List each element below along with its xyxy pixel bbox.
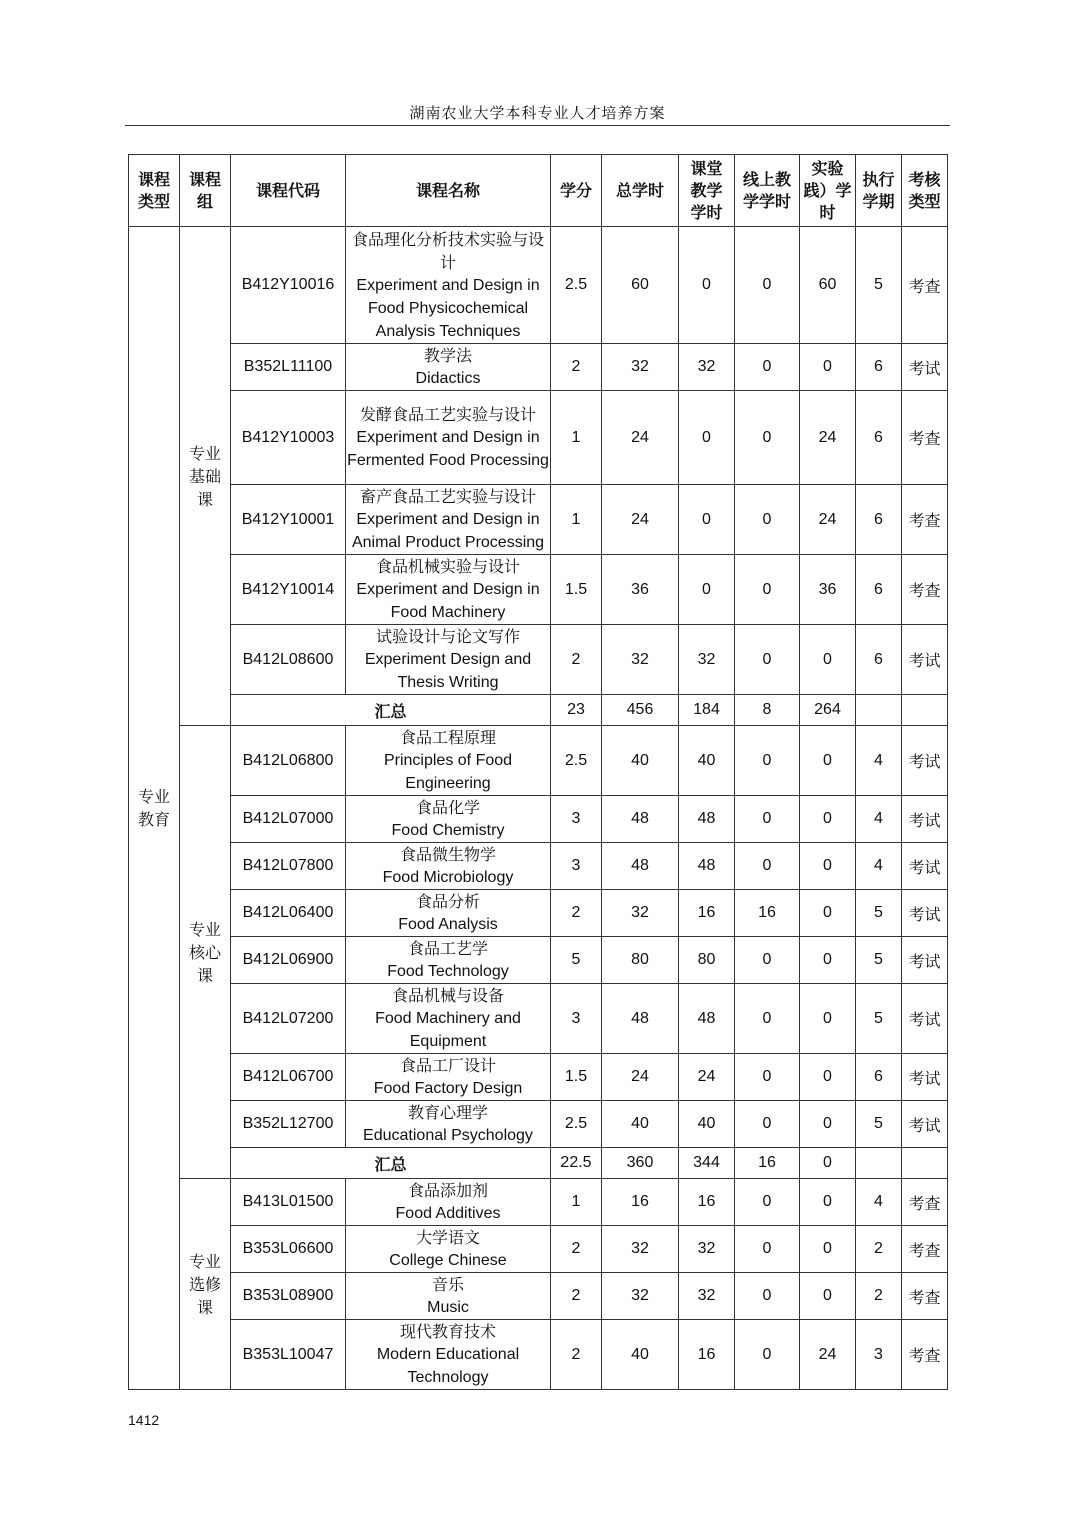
course-code: B412Y10003 [231, 391, 346, 485]
course-total-hours: 60 [602, 227, 679, 344]
course-name [346, 796, 551, 843]
subtotal-practice-hours: 0 [800, 1148, 856, 1179]
course-name [346, 344, 551, 391]
course-practice-hours: 0 [800, 1273, 856, 1320]
course-category-cell: 专业 教育 [129, 227, 180, 1390]
table-row [129, 796, 948, 843]
course-name [346, 984, 551, 1054]
course-name [346, 1179, 551, 1226]
course-online-hours: 0 [735, 1054, 800, 1101]
course-total-hours: 16 [602, 1179, 679, 1226]
course-total-hours: 36 [602, 555, 679, 625]
course-name [346, 391, 551, 485]
table-row [129, 1273, 948, 1320]
page-header-title: 湖南农业大学本科专业人才培养方案 [409, 104, 666, 122]
course-exam-type: 考查 [902, 1273, 948, 1320]
course-total-hours: 40 [602, 1320, 679, 1390]
header-text: 课程名称 [415, 180, 480, 200]
course-code: B412L06400 [231, 890, 346, 937]
course-credit: 3 [551, 843, 602, 890]
subtotal-credit: 22.5 [551, 1148, 602, 1179]
course-name-en: Educational Psychology [363, 1127, 533, 1144]
course-online-hours: 0 [735, 555, 800, 625]
course-semester: 4 [856, 726, 902, 796]
header-text: 考核 类型 [908, 169, 941, 211]
course-credit: 1.5 [551, 1054, 602, 1101]
subtotal-total-hours: 456 [602, 695, 679, 726]
course-credit: 2 [551, 1226, 602, 1273]
course-semester: 6 [856, 1054, 902, 1101]
course-name-en: Food Chemistry [391, 822, 505, 839]
course-practice-hours: 0 [800, 726, 856, 796]
table-row [129, 937, 948, 984]
course-practice-hours: 0 [800, 1226, 856, 1273]
header-total-hours [602, 155, 679, 227]
course-name [346, 1054, 551, 1101]
course-practice-hours: 60 [800, 227, 856, 344]
course-online-hours: 0 [735, 984, 800, 1054]
course-name-cn: 畜产食品工艺实验与设计 [359, 487, 536, 506]
subtotal-row [129, 1148, 948, 1179]
course-online-hours: 0 [735, 391, 800, 485]
course-total-hours: 32 [602, 625, 679, 695]
course-class-hours: 40 [679, 726, 735, 796]
subtotal-exam-empty [902, 695, 948, 726]
header-exam-type [902, 155, 948, 227]
subtotal-semester-empty [856, 695, 902, 726]
course-code: B412L06800 [231, 726, 346, 796]
subtotal-semester-empty [856, 1148, 902, 1179]
course-online-hours: 0 [735, 937, 800, 984]
course-semester: 5 [856, 937, 902, 984]
course-online-hours: 0 [735, 843, 800, 890]
course-name-cn: 发酵食品工艺实验与设计 [359, 405, 536, 424]
course-name-en: Experiment Design and Thesis Writing [364, 651, 532, 691]
course-name [346, 485, 551, 555]
course-exam-type: 考试 [902, 625, 948, 695]
course-name-en: Food Machinery and Equipment [375, 1010, 521, 1050]
course-code: B412L06700 [231, 1054, 346, 1101]
course-group-cell: 专业 基础 课 [180, 227, 231, 726]
course-online-hours: 0 [735, 726, 800, 796]
table-row [129, 625, 948, 695]
course-name-cn: 食品理化分析技术实验与设计 [351, 229, 544, 272]
course-name-cn: 食品化学 [415, 798, 480, 817]
course-exam-type: 考试 [902, 843, 948, 890]
course-code: B412L06900 [231, 937, 346, 984]
course-practice-hours: 24 [800, 485, 856, 555]
course-class-hours: 48 [679, 984, 735, 1054]
course-credit: 2.5 [551, 726, 602, 796]
course-credit: 2 [551, 1273, 602, 1320]
course-semester: 5 [856, 984, 902, 1054]
page-number: 1412 [128, 1412, 160, 1428]
course-practice-hours: 0 [800, 1054, 856, 1101]
table-row [129, 391, 948, 485]
course-name-en: Food Technology [387, 963, 509, 980]
course-semester: 5 [856, 1101, 902, 1148]
course-class-hours: 32 [679, 344, 735, 391]
course-exam-type: 考试 [902, 344, 948, 391]
header-online-hours [735, 155, 800, 227]
course-name-en: Modern Educational Technology [376, 1346, 520, 1386]
course-code: B353L08900 [231, 1273, 346, 1320]
course-name-cn: 食品机械与设备 [391, 986, 504, 1005]
table-row [129, 1054, 948, 1101]
course-practice-hours: 0 [800, 625, 856, 695]
course-name-cn: 大学语文 [415, 1228, 480, 1247]
course-online-hours: 0 [735, 1101, 800, 1148]
course-name-en: Experiment and Design in Food Machinery [356, 581, 540, 621]
subtotal-row [129, 695, 948, 726]
header-text: 课程 类型 [137, 169, 170, 211]
course-code: B412Y10001 [231, 485, 346, 555]
course-code: B352L12700 [231, 1101, 346, 1148]
table-row [129, 227, 948, 344]
course-name [346, 625, 551, 695]
course-code: B412L07800 [231, 843, 346, 890]
course-code: B412L08600 [231, 625, 346, 695]
subtotal-online-hours: 16 [735, 1148, 800, 1179]
course-exam-type: 考试 [902, 937, 948, 984]
course-semester: 4 [856, 843, 902, 890]
course-code: B412Y10016 [231, 227, 346, 344]
course-name [346, 726, 551, 796]
subtotal-class-hours: 344 [679, 1148, 735, 1179]
course-class-hours: 16 [679, 1320, 735, 1390]
header-text: 执行 学期 [862, 169, 895, 211]
course-exam-type: 考查 [902, 1320, 948, 1390]
header-text: 线上教 学学时 [742, 169, 791, 211]
course-semester: 5 [856, 227, 902, 344]
header-practice-hours [800, 155, 856, 227]
course-name-cn: 食品工厂设计 [399, 1056, 496, 1075]
course-total-hours: 48 [602, 843, 679, 890]
course-exam-type: 考试 [902, 796, 948, 843]
header-text: 学分 [559, 180, 592, 200]
course-semester: 2 [856, 1226, 902, 1273]
course-practice-hours: 0 [800, 984, 856, 1054]
course-total-hours: 48 [602, 984, 679, 1054]
course-practice-hours: 36 [800, 555, 856, 625]
course-semester: 4 [856, 796, 902, 843]
course-class-hours: 0 [679, 555, 735, 625]
course-online-hours: 0 [735, 227, 800, 344]
course-online-hours: 0 [735, 1179, 800, 1226]
course-semester: 6 [856, 391, 902, 485]
course-name [346, 1320, 551, 1390]
course-name-en: Experiment and Design in Fermented Food Processing [347, 429, 549, 469]
table-row [129, 1179, 948, 1226]
course-exam-type: 考试 [902, 726, 948, 796]
course-class-hours: 16 [679, 890, 735, 937]
course-total-hours: 32 [602, 344, 679, 391]
course-name [346, 227, 551, 344]
header-course-type [129, 155, 180, 227]
course-credit: 2 [551, 344, 602, 391]
table-row [129, 984, 948, 1054]
course-semester: 2 [856, 1273, 902, 1320]
table-row [129, 1320, 948, 1390]
course-name-cn: 食品分析 [415, 892, 480, 911]
header-text: 课程 组 [188, 169, 221, 211]
course-total-hours: 24 [602, 1054, 679, 1101]
course-practice-hours: 0 [800, 344, 856, 391]
course-name [346, 555, 551, 625]
subtotal-label: 汇总 [231, 695, 551, 726]
course-name-cn: 音乐 [431, 1275, 464, 1294]
header-course-group [180, 155, 231, 227]
course-name-cn: 食品工程原理 [399, 728, 496, 747]
course-semester: 3 [856, 1320, 902, 1390]
course-credit: 1 [551, 485, 602, 555]
course-code: B413L01500 [231, 1179, 346, 1226]
course-name-en: Didactics [415, 370, 481, 387]
header-course-name [346, 155, 551, 227]
course-exam-type: 考查 [902, 555, 948, 625]
course-class-hours: 80 [679, 937, 735, 984]
course-name-en: Food Additives [395, 1205, 501, 1222]
course-online-hours: 0 [735, 625, 800, 695]
course-name-cn: 食品工艺学 [407, 939, 488, 958]
table-row [129, 555, 948, 625]
course-total-hours: 24 [602, 485, 679, 555]
table-row [129, 843, 948, 890]
course-exam-type: 考查 [902, 227, 948, 344]
header-text: 总学时 [615, 180, 664, 200]
course-class-hours: 40 [679, 1101, 735, 1148]
table-row [129, 344, 948, 391]
header-text: 实验 践）学 时 [803, 158, 852, 222]
header-row [129, 155, 948, 227]
course-semester: 6 [856, 344, 902, 391]
course-class-hours: 48 [679, 843, 735, 890]
course-practice-hours: 0 [800, 843, 856, 890]
course-name-en: Experiment and Design in Animal Product Processing [351, 511, 545, 551]
course-code: B412Y10014 [231, 555, 346, 625]
header-class-hours [679, 155, 735, 227]
subtotal-exam-empty [902, 1148, 948, 1179]
header-text: 课程代码 [255, 180, 320, 200]
header-course-code [231, 155, 346, 227]
course-semester: 4 [856, 1179, 902, 1226]
course-credit: 3 [551, 984, 602, 1054]
course-name-en: Food Microbiology [382, 869, 514, 886]
course-class-hours: 16 [679, 1179, 735, 1226]
header-credit [551, 155, 602, 227]
course-name-en: Principles of Food Engineering [383, 752, 513, 792]
course-exam-type: 考试 [902, 890, 948, 937]
course-semester: 5 [856, 890, 902, 937]
course-exam-type: 考查 [902, 391, 948, 485]
course-credit: 5 [551, 937, 602, 984]
subtotal-total-hours: 360 [602, 1148, 679, 1179]
course-group-cell: 专业 选修 课 [180, 1179, 231, 1390]
course-group-cell: 专业 核心 课 [180, 726, 231, 1179]
table-row [129, 890, 948, 937]
course-name-en: Music [427, 1299, 469, 1316]
course-credit: 1 [551, 391, 602, 485]
course-name-cn: 食品机械实验与设计 [375, 557, 520, 576]
course-table [128, 154, 948, 1390]
course-online-hours: 0 [735, 344, 800, 391]
header-rule [125, 125, 950, 126]
course-class-hours: 32 [679, 1226, 735, 1273]
subtotal-practice-hours: 264 [800, 695, 856, 726]
header-text: 课堂 教学 学时 [690, 158, 723, 222]
course-name [346, 843, 551, 890]
course-name [346, 890, 551, 937]
course-practice-hours: 0 [800, 796, 856, 843]
course-class-hours: 0 [679, 391, 735, 485]
course-online-hours: 0 [735, 485, 800, 555]
course-code: B412L07000 [231, 796, 346, 843]
course-exam-type: 考查 [902, 485, 948, 555]
table-body [129, 227, 948, 1390]
table-row [129, 726, 948, 796]
course-name [346, 937, 551, 984]
course-practice-hours: 0 [800, 1101, 856, 1148]
course-online-hours: 0 [735, 1273, 800, 1320]
course-name-en: Experiment and Design in Food Physicochemical Analysis Techniques [356, 276, 540, 340]
course-exam-type: 考查 [902, 1179, 948, 1226]
course-total-hours: 32 [602, 1226, 679, 1273]
course-class-hours: 32 [679, 625, 735, 695]
course-practice-hours: 0 [800, 937, 856, 984]
table-row [129, 1226, 948, 1273]
subtotal-label: 汇总 [231, 1148, 551, 1179]
course-name [346, 1226, 551, 1273]
course-credit: 2 [551, 890, 602, 937]
course-name-cn: 现代教育技术 [399, 1322, 496, 1341]
course-name-en: Food Analysis [398, 916, 498, 933]
course-class-hours: 48 [679, 796, 735, 843]
course-total-hours: 40 [602, 726, 679, 796]
course-semester: 6 [856, 625, 902, 695]
course-total-hours: 32 [602, 1273, 679, 1320]
course-name-cn: 教学法 [423, 346, 472, 365]
header-semester [856, 155, 902, 227]
course-online-hours: 0 [735, 1320, 800, 1390]
course-name-en: College Chinese [389, 1252, 507, 1269]
course-semester: 6 [856, 555, 902, 625]
course-online-hours: 16 [735, 890, 800, 937]
course-code: B353L06600 [231, 1226, 346, 1273]
course-credit: 2 [551, 625, 602, 695]
course-total-hours: 24 [602, 391, 679, 485]
course-class-hours: 0 [679, 227, 735, 344]
course-class-hours: 32 [679, 1273, 735, 1320]
table-row [129, 1101, 948, 1148]
course-practice-hours: 24 [800, 391, 856, 485]
subtotal-online-hours: 8 [735, 695, 800, 726]
subtotal-credit: 23 [551, 695, 602, 726]
course-credit: 2 [551, 1320, 602, 1390]
course-name-cn: 试验设计与论文写作 [375, 627, 520, 646]
course-total-hours: 80 [602, 937, 679, 984]
course-online-hours: 0 [735, 796, 800, 843]
course-credit: 3 [551, 796, 602, 843]
course-name-cn: 食品微生物学 [399, 845, 496, 864]
course-total-hours: 32 [602, 890, 679, 937]
course-code: B352L11100 [231, 344, 346, 391]
course-class-hours: 0 [679, 485, 735, 555]
course-name-cn: 教育心理学 [407, 1103, 488, 1122]
course-credit: 1.5 [551, 555, 602, 625]
course-credit: 1 [551, 1179, 602, 1226]
course-exam-type: 考试 [902, 984, 948, 1054]
course-class-hours: 24 [679, 1054, 735, 1101]
subtotal-class-hours: 184 [679, 695, 735, 726]
course-total-hours: 40 [602, 1101, 679, 1148]
course-credit: 2.5 [551, 227, 602, 344]
table-row [129, 485, 948, 555]
course-total-hours: 48 [602, 796, 679, 843]
course-code: B353L10047 [231, 1320, 346, 1390]
course-code: B412L07200 [231, 984, 346, 1054]
course-exam-type: 考试 [902, 1101, 948, 1148]
course-exam-type: 考查 [902, 1226, 948, 1273]
course-online-hours: 0 [735, 1226, 800, 1273]
course-exam-type: 考试 [902, 1054, 948, 1101]
course-practice-hours: 24 [800, 1320, 856, 1390]
course-semester: 6 [856, 485, 902, 555]
course-credit: 2.5 [551, 1101, 602, 1148]
course-name [346, 1273, 551, 1320]
course-name-cn: 食品添加剂 [407, 1181, 488, 1200]
course-name-en: Food Factory Design [373, 1080, 523, 1097]
course-practice-hours: 0 [800, 890, 856, 937]
course-practice-hours: 0 [800, 1179, 856, 1226]
course-name [346, 1101, 551, 1148]
